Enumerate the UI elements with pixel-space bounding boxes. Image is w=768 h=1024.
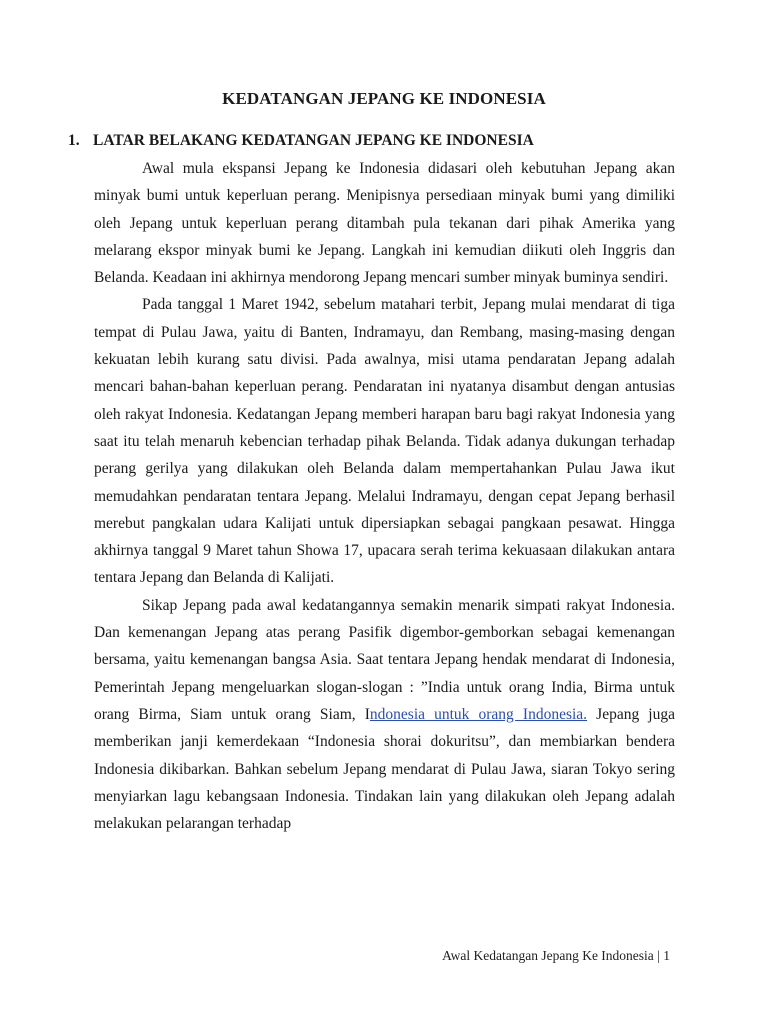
- paragraph-3-text-end: Jepang juga memberikan janji kemerdekaan “Indonesia shorai dokuritsu”, dan membiarkan bendera Indonesia dikibarkan. Bahkan sebelum Jepang mendarat di Pulau Jawa, siaran Tokyo sering menyiarkan lagu kebangsaan Indonesia. Tindakan lain yang dilakukan oleh Jepang adalah melakukan pelarangan terhadap: [94, 705, 675, 833]
- paragraph-2: Pada tanggal 1 Maret 1942, sebelum matahari terbit, Jepang mulai mendarat di tiga tempat di Pulau Jawa, yaitu di Banten, Indramayu, dan Rembang, masing-masing dengan kekuatan lebih kurang satu divisi. Pada awalnya, misi utama pendaratan Jepang adalah mencari bahan-bahan keperluan perang. Pendaratan ini nyatanya disambut dengan antusias oleh rakyat Indonesia. Kedatangan Jepang memberi harapan baru bagi rakyat Indonesia yang saat itu telah menaruh kebencian terhadap pihak Belanda. Tidak adanya dukungan terhadap perang gerilya yang dilakukan oleh Belanda dalam mempertahankan Pulau Jawa ikut memudahkan pendaratan tentara Jepang. Melalui Indramayu, dengan cepat Jepang berhasil merebut pangkalan udara Kalijati untuk dipersiapkan sebagai pangkaan pesawat. Hingga akhirnya tanggal 9 Maret tahun Showa 17, upacara serah terima kekuasaan dilakukan antara tentara Jepang dan Belanda di Kalijati.: [94, 296, 675, 587]
- footer-separator: |: [657, 948, 660, 963]
- section-heading: [68, 132, 534, 150]
- body-text: [94, 155, 675, 837]
- footer-title: Awal Kedatangan Jepang Ke Indonesia: [442, 948, 654, 963]
- paragraph-3: [94, 592, 675, 838]
- page-number: 1: [663, 948, 670, 963]
- section-heading-text: LATAR BELAKANG KEDATANGAN JEPANG KE INDONESIA: [93, 132, 534, 149]
- hyperlink-indonesia[interactable]: ndonesia untuk orang Indonesia.: [369, 705, 588, 723]
- document-title: KEDATANGAN JEPANG KE INDONESIA: [222, 89, 546, 108]
- paragraph-3-text-start: Sikap Jepang pada awal kedatangannya semakin menarik simpati rakyat Indonesia. Dan kemenangan Jepang atas perang Pasifik digembor-gemborkan sebagai kemenangan bersama, yaitu kemenangan bangsa Asia. Saat tentara Jepang hendak mendarat di Indonesia, Pemerintah Jepang mengeluarkan slogan-slogan : ”India untuk orang India, Birma untuk orang Birma, Siam untuk orang Siam, I: [94, 596, 675, 723]
- page-footer: [442, 948, 670, 964]
- paragraph-1: Awal mula ekspansi Jepang ke Indonesia didasari oleh kebutuhan Jepang akan minyak bumi untuk keperluan perang. Menipisnya persediaan minyak bumi yang dimiliki oleh Jepang untuk keperluan perang ditambah pula tekanan dari pihak Amerika yang melarang ekspor minyak bumi ke Jepang. Langkah ini kemudian diikuti oleh Inggris dan Belanda. Keadaan ini akhirnya mendorong Jepang mencari sumber minyak buminya sendiri.: [94, 160, 675, 287]
- section-number: 1.: [68, 132, 80, 149]
